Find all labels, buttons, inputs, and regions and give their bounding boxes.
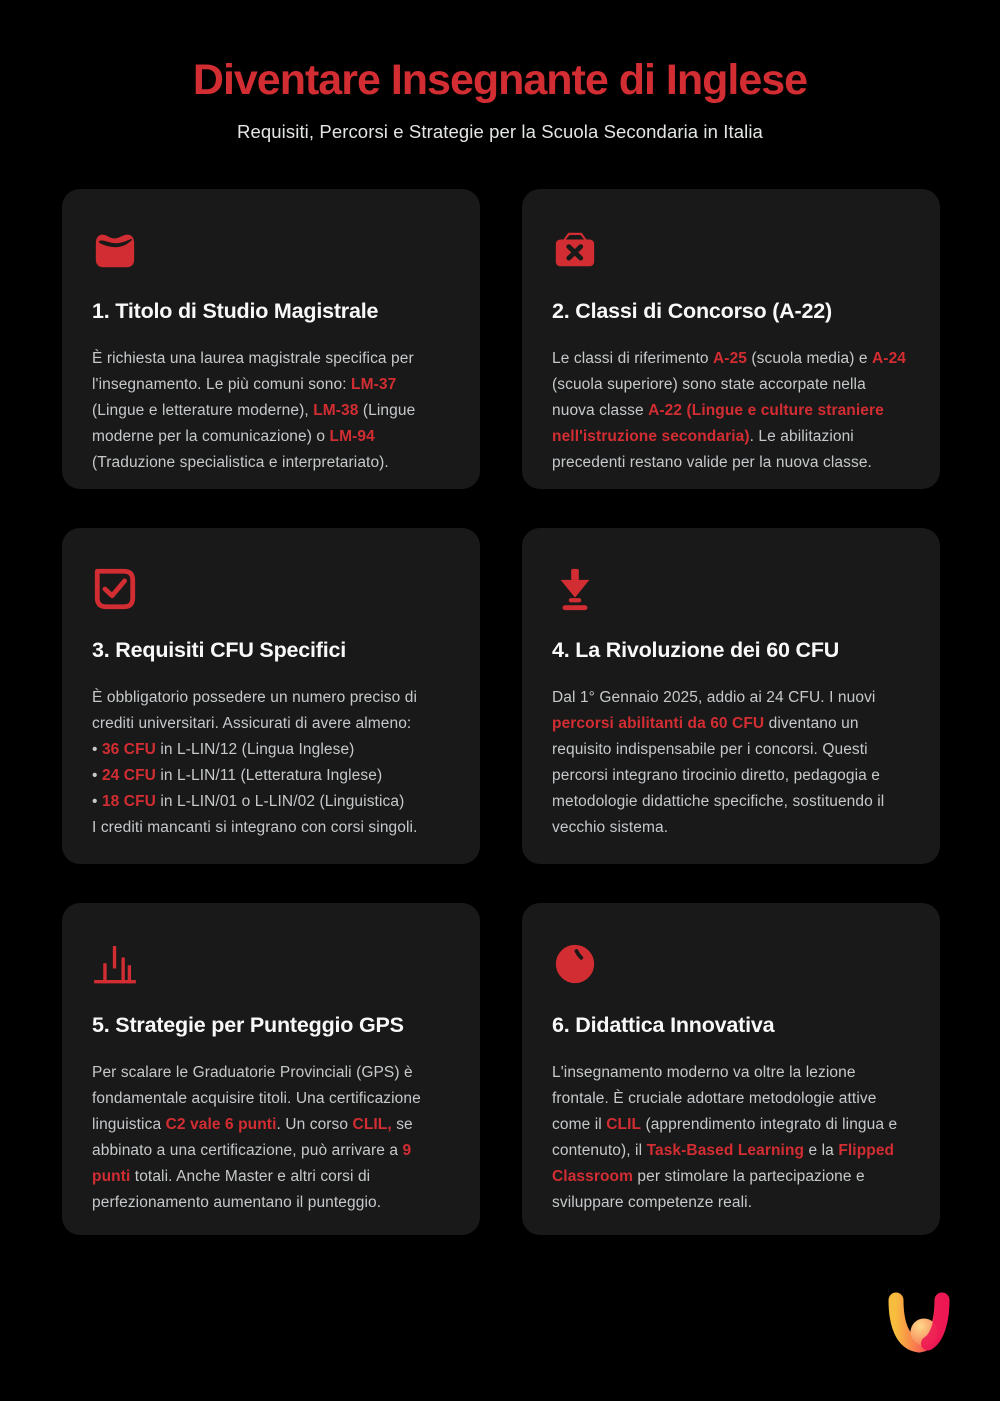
card-title: 1. Titolo di Studio Magistrale — [92, 299, 379, 324]
card-body: L'insegnamento moderno va oltre la lezione frontale. È cruciale adottare metodologie attive come il CLIL (apprendimento integrato di lingua e contenuto), il Task-Based Learning e la Flipped Classroom per stimolare la partecipazione e sviluppare competenze reali. — [552, 1064, 898, 1211]
header — [0, 0, 1000, 143]
bar-chart-icon — [92, 941, 142, 987]
download-icon — [552, 566, 602, 612]
card-title: 2. Classi di Concorso (A-22) — [552, 299, 832, 324]
card-title: 5. Strategie per Punteggio GPS — [92, 1013, 404, 1038]
card-body: Per scalare le Graduatorie Provinciali (GPS) è fondamentale acquisire titoli. Una certificazione linguistica C2 vale 6 punti. Un corso CLIL, se abbinato a una certificazione, può arrivare a 9 punti totali. Anche Master e altri corsi di perfezionamento aumentano il punteggio. — [92, 1064, 421, 1211]
page-title: Diventare Insegnante di Inglese — [192, 56, 808, 104]
clock-icon — [552, 941, 602, 987]
card-didattica-innovativa — [522, 903, 940, 1235]
card-60-cfu — [522, 528, 940, 864]
card-body: Le classi di riferimento A-25 (scuola media) e A-24 (scuola superiore) sono state accorpate nella nuova classe A-22 (Lingue e culture straniere nell'istruzione secondaria). Le abilitazioni precedenti restano valide per la nuova classe. — [552, 350, 907, 471]
card-title: 6. Didattica Innovativa — [552, 1013, 775, 1038]
checkbox-icon — [92, 566, 142, 612]
card-body: È obbligatorio possedere un numero preciso di crediti universitari. Assicurati di avere almeno: • 36 CFU in L-LIN/12 (Lingua Inglese) • 24 CFU in L-LIN/11 (Letteratura Inglese) • 18 CFU in L-LIN/01 o L-LIN/02 (Linguistica) I crediti mancanti si integrano con corsi singoli. — [92, 689, 418, 836]
toolbox-icon — [552, 227, 602, 273]
card-title: 4. La Rivoluzione dei 60 CFU — [552, 638, 840, 663]
card-requisiti-cfu — [62, 528, 480, 864]
u-brand-logo — [883, 1291, 955, 1357]
card-classi-concorso — [522, 189, 940, 489]
book-icon — [92, 227, 142, 273]
page-subtitle: Requisiti, Percorsi e Strategie per la Scuola Secondaria in Italia — [237, 121, 763, 143]
card-titolo-studio — [62, 189, 480, 489]
card-body: Dal 1° Gennaio 2025, addio ai 24 CFU. I nuovi percorsi abilitanti da 60 CFU diventano un requisito indispensabile per i concorsi. Questi percorsi integrano tirocinio diretto, pedagogia e metodologie didattiche specifiche, sostituendo il vecchio sistema. — [552, 689, 885, 836]
cards-grid — [62, 189, 938, 1235]
card-body: È richiesta una laurea magistrale specifica per l'insegnamento. Le più comuni sono: LM-37 (Lingue e letterature moderne), LM-38 (Lingue moderne per la comunicazione) o LM-94 (Traduzione specialistica e interpretariato). — [92, 350, 416, 471]
card-title: 3. Requisiti CFU Specifici — [92, 638, 347, 663]
card-punteggio-gps — [62, 903, 480, 1235]
